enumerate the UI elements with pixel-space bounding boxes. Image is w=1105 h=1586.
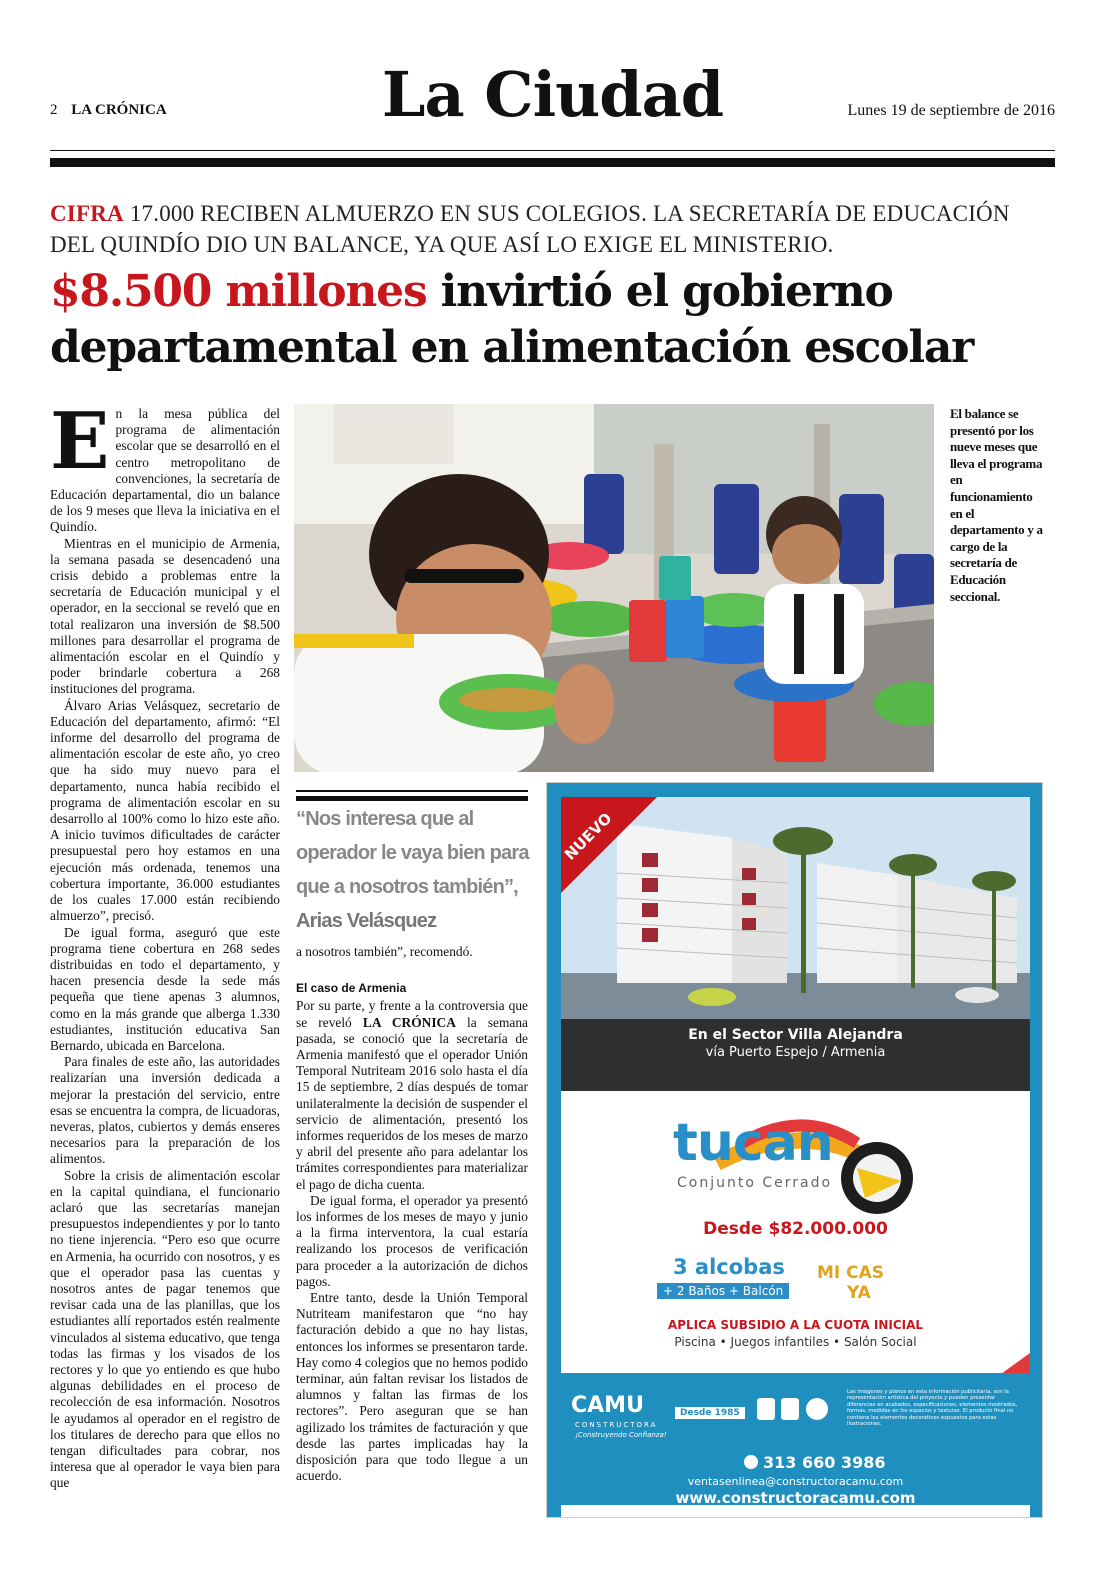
ad-disclaimer: Las imágenes y planos en esta información publicitaria, son la representación artística del proyecto y pueden presentar diferencias en acabados, especificaciones, elementos mostrados, formas, medidas en los espacios y texturas. El producto final no contiene los elementos decorativos expuestos para estas ilustraciones. (847, 1389, 1018, 1428)
article-column-2 (296, 944, 528, 1485)
article-paragraph: De igual forma, el operador ya presentó los informes de los meses de mayo y junio a la firma interventora, la cual estaría realizando los procesos de verificación para proceder a la autorización de dichos pagos. (296, 1192, 528, 1289)
ad-micasa-2: YA (847, 1283, 871, 1303)
ad-company: CAMU (571, 1393, 644, 1418)
ad-email: ventasenlinea@constructoracamu.com (687, 1475, 904, 1488)
ad-location-line1: En el Sector Villa Alejandra (688, 1027, 903, 1043)
header-rule-thick (50, 158, 1055, 167)
ad-location-line2: vía Puerto Espejo / Armenia (705, 1045, 886, 1060)
quote-rule-thin (296, 790, 528, 792)
pull-quote-text: “Nos interesa que al operador le vaya bien para que a nosotros también”, (296, 808, 529, 898)
quote-rule-thick (296, 796, 528, 801)
article-text: Por su parte, y frente a la controversia que se reveló (296, 998, 528, 1030)
article-paragraph: Sobre la crisis de alimentación escolar en la capital quindiana, el funcionario aclaró que las secretarías manejan presupuestos independientes y por lo tanto no tiene injerencia. “Pero eso que ocurre en Armenia, ha ocurrido con nosotros, y es que el operador pasa las cuentas y nosotros antes de pagar tenemos que revisar cada una de las planillas, que los estudiantes allí reportados estén realmente vinculados al sistema educativo, que tenga todas las firmas y los visados de los rectores y lo que yo entiendo es que hubo algunas debilidades en el proceso de recolección de esa información. Nosotros le ayudamos al operador en el registro de los titulares de derecho para que ellos no tengan dificultades para cobrar, nos interesa que al operador le vaya bien para que (50, 1167, 280, 1491)
ad-price: Desde $82.000.000 (703, 1219, 888, 1239)
headline-rest: invirtió el gobierno departamental en alimentación escolar (50, 266, 974, 373)
ad-subsidy: APLICA SUBSIDIO A LA CUOTA INICIAL (667, 1318, 924, 1332)
headline-highlight: $8.500 millones (50, 266, 427, 317)
ad-brand: tucan (673, 1113, 833, 1173)
ad-phone: 313 660 3986 (763, 1453, 886, 1472)
pull-quote (296, 802, 531, 938)
header-rule-thin (50, 150, 1055, 151)
drop-cap: E (50, 396, 110, 487)
photo-caption: El balance se presentó por los nueve meses que lleva el programa en funcionamiento en el departamento y a cargo de la secretaría de Educación seccional. (950, 406, 1043, 604)
ad-micasa-1: MI CAS (817, 1263, 885, 1283)
ad-rooms: 3 alcobas (673, 1255, 785, 1279)
article-paragraph (296, 998, 528, 1192)
article-paragraph: De igual forma, aseguró que este programa tiene cobertura en 268 sedes distribuidas en todo el departamento, y hacen presencia desde la sede más pequeña que tiene apenas 3 alumnos, como en la más grande que alberga 1.330 estudiantes, institución educativa San Bernardo, ubicada en Barcelona. (50, 924, 280, 1053)
headline (50, 264, 1060, 376)
photo-illustration (294, 404, 934, 772)
article-column-1 (50, 396, 280, 1492)
kicker-text: 17.000 RECIBEN ALMUERZO EN SUS COLEGIOS. LA SECRETARÍA DE EDUCACIÓN DEL QUINDÍO DIO UN BALANCE, YA QUE ASÍ LO EXIGE EL MINISTERIO. (50, 201, 1010, 257)
article-paragraph: a nosotros también”, recomendó. (296, 944, 473, 959)
article-photo (294, 404, 934, 772)
ad-company-sub: CONSTRUCTORA (575, 1421, 658, 1429)
ad-since: Desde 1985 (675, 1407, 745, 1419)
kicker (50, 198, 1060, 260)
ad-brand-sub: Conjunto Cerrado (677, 1175, 833, 1191)
kicker-label: CIFRA (50, 201, 124, 226)
section-title: La Ciudad (381, 58, 724, 131)
article-text: la semana pasada, se conoció que la secretaría de Armenia manifestó que el operador Unión Temporal Nutriteam 2016 solo hasta el día 15 de septiembre, 2 días después de tomar unilateralmente la decisión de suspender el servicio de alimentación, presentó los informes requeridos de los meses de marzo y abril del presente año para adelantar los trámites correspondientes para materializar el pago de dicha cuenta. (296, 1014, 528, 1192)
ad-company-slogan: ¡Construyendo Confianza! (575, 1431, 667, 1439)
publication-name: LA CRÓNICA (71, 102, 167, 118)
pull-quote-author: Arias Velásquez (296, 910, 437, 932)
advertisement (546, 782, 1043, 1518)
subhead: El caso de Armenia (296, 981, 407, 996)
issue-date: Lunes 19 de septiembre de 2016 (847, 102, 1055, 119)
ad-amenities: Piscina • Juegos infantiles • Salón Social (674, 1335, 917, 1349)
article-paragraph: Para finales de este año, las autoridades realizarían una inversión dedicada a mejorar la prestación del servicio, entre esas se encuentra la compra, de licuadoras, neveras, platos, cubiertos y demás enseres necesarios para la preparación de los alimentos. (50, 1054, 280, 1167)
page-number: 2 (50, 102, 58, 118)
article-paragraph: Entre tanto, desde la Unión Temporal Nutriteam manifestaron que “no hay facturación debido a que no hay listas, entonces los informes se presentaron tarde. Hay como 4 colegios que no hemos podido terminar, aún faltan revisar los listados de alumnos y faltan las firmas de los rectores”. Pero aseguran que se han agilizado los trámites de facturación y que desde las partes implicadas hay la disposición para que todo llegue a un acuerdo. (296, 1290, 528, 1484)
ad-rooms-extra: + 2 Baños + Balcón (657, 1283, 789, 1299)
article-paragraph: Mientras en el municipio de Armenia, la semana pasada se desencadenó una crisis debido a problemas entre la secretaría de Educación municipal y el operador, en la seccional se reveló que en total realizaron una inversión de $8.500 millones para desarrollar el programa de alimentación escolar en el Quindío y poder brindarle cobertura a 268 instituciones del programa. (50, 535, 280, 697)
ad-website: www.constructoracamu.com (675, 1489, 916, 1507)
article-paragraph: Álvaro Arias Velásquez, secretario de Educación del departamento, afirmó: “El informe del desarrollo del programa de alimentación escolar de este año, yo creo que ha sido muy nuevo para el departamento, nunca había recibido el programa de alimentación escolar en su desarrollo al 100% como lo hizo este año. A inicio tuvimos dificultades de carácter presupuestal pero hoy estamos en una ejecución más ordenada, tenemos una cobertura importante, 36.000 estudiantes de los cuales 17.000 están recibiendo almuerzo”, precisó. (50, 697, 280, 924)
article-bold-text: LA CRÓNICA (362, 1014, 456, 1030)
article-paragraph: n la mesa pública del programa de alimentación escolar que se desarrolló en el centro metropolitano de convenciones, la secretaría de Educación departamental, dio un balance de los 9 meses que lleva la iniciativa en el Quindío. (50, 406, 280, 535)
ad-ribbon: NUEVO (561, 809, 616, 864)
